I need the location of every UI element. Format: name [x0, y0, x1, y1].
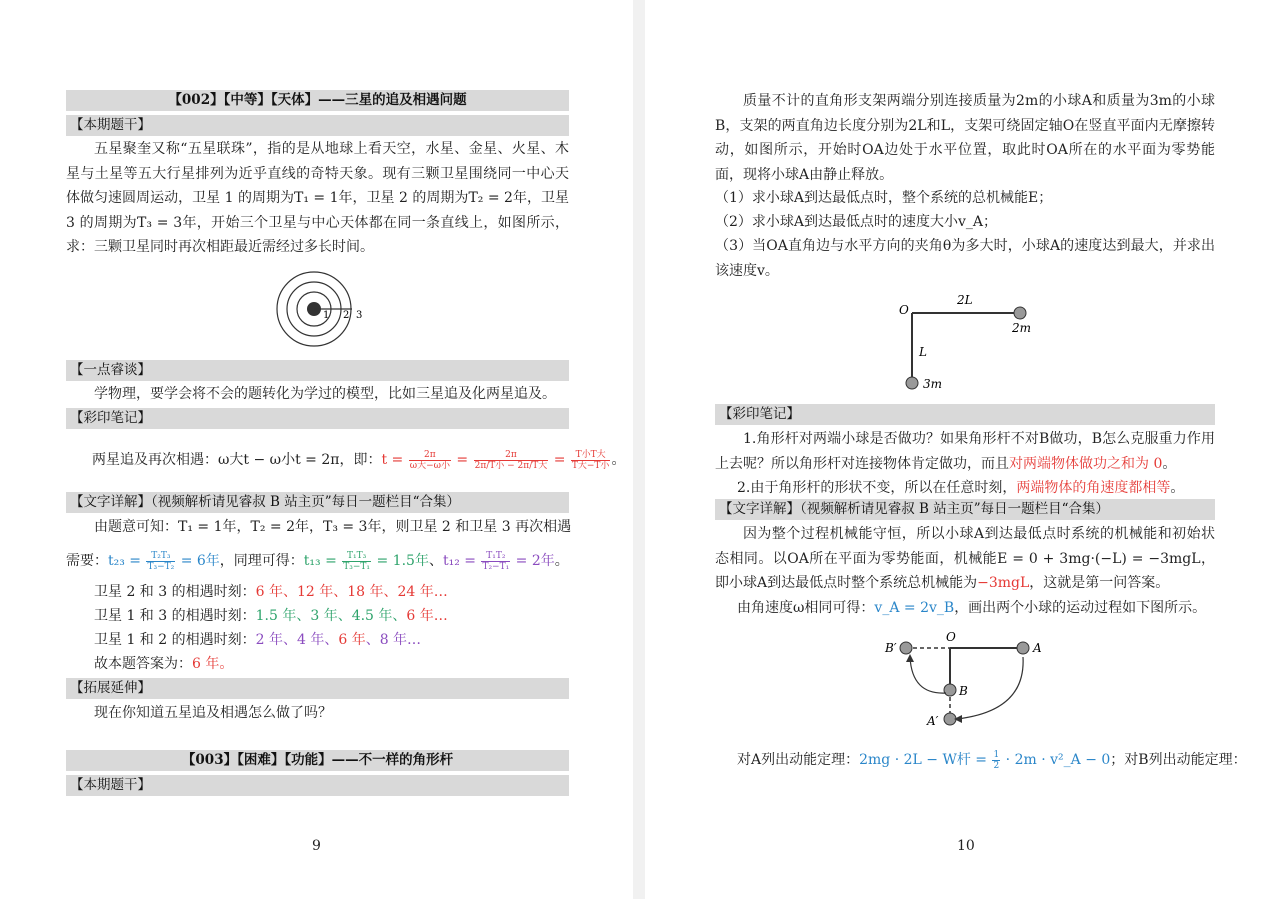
note-formula: t = $\frac{2\pi}{\text{ω大−ω小}}$ = $\frac{2\pi}{\text{2π/T小 − 2π/T大}}$ = $\frac{\text{T小T大}}{\text{T大−T小}}$ [381, 449, 610, 471]
page-left [0, 0, 633, 899]
pivot-label-o: O [899, 303, 909, 317]
mass-label-2m: 2m [1012, 321, 1032, 335]
motion-label-a-prime: A′ [927, 714, 939, 728]
problem-002-title: 【002】【中等】【天体】——三星的追及相遇问题 [66, 90, 569, 111]
detail-paragraph-2: 由角速度ω相同可得：v_A = 2v_B，画出两个小球的运动过程如下图所示。 [737, 600, 1207, 616]
problem-002-stem: 五星聚奎又称“五星联珠”，指的是从地球上看天空，水星、金星、火星、木星与土星等五大行星排列为近乎直线的奇特天象。现有三颗卫星围绕同一中心天体做匀速圆周运动，卫星 1 的周期为T₁ = 1年，卫星 2 的周期为T₂ = 2年，卫星 3 的周期为T₃ = 3年，开始三个卫星与中心天体都在同一条直线上，如图所示，求：三颗卫星同时再次相距最近需经过多长时间。 [66, 141, 569, 255]
answer-line: 故本题答案为：6 年。 [94, 656, 234, 672]
right-detail-header: 【文字详解】（视频解析请见睿叔 B 站主页”每日一题栏目“合集） [715, 499, 1215, 520]
page-number-right: 10 [957, 838, 975, 854]
bracket-diagram [890, 290, 1040, 398]
page-right [645, 0, 1280, 899]
extension-header: 【拓展延伸】 [66, 678, 569, 699]
orbit-diagram [265, 267, 375, 347]
meet-13-line: 卫星 1 和 3 的相遇时刻：1.5 年、3 年、4.5 年、6 年… [94, 608, 448, 624]
page-number-left: 9 [312, 838, 321, 854]
energy-theorem-line: 对A列出动能定理：2mg · 2L − W杆 = $\frac{1}{2}$ · 2m · v²_A − 0；对B列出动能定理： [737, 749, 1247, 771]
note-2: 2.由于角形杆的形状不变，所以在任意时刻，两端物体的角速度都相等。 [737, 480, 1185, 496]
orbit-label-1: 1 [323, 310, 330, 321]
problem-003-stem: 质量不计的直角形支架两端分别连接质量为2m的小球A和质量为3m的小球B，支架的两直角边长度分别为2L和L，支架可绕固定轴O在竖直平面内无摩擦转动，如图所示，开始时OA边处于水平位置，取此时OA所在的水平面为零势能面，现将小球A由静止释放。 [715, 93, 1215, 183]
question-1: （1）求小球A到达最低点时，整个系统的总机械能E； [715, 190, 1053, 206]
detail-line-2: 需要：t₂₃ = $\frac{\text{T₂T₃}}{\text{T₃−T₂}}$ = 6年，同理可得：t₁₃ = $\frac{\text{T₁T₃}}{\text{T₃−T₁}}$ = 1.5年、t₁₂ = $\frac{\text{T₁T₂}}{\text{T₂−T₁}}$ = 2年。 [66, 550, 569, 572]
orbit-label-2: 2 [343, 310, 350, 321]
note-formula-line: 两星追及再次相遇：ω大t − ω小t = 2π，即：t = $\frac{2\pi}{\text{ω大−ω小}}$ = $\frac{2\pi}{\text{2π/T小 − 2π/T大}}$ = $\frac{\text{T小T大}}{\text{T大−T小}}$ 。 [92, 449, 626, 471]
problem-003-stem-header: 【本期题干】 [66, 775, 569, 796]
meet-12-line: 卫星 1 和 2 的相遇时刻：2 年、4 年、6 年、8 年… [94, 632, 422, 648]
question-3: （3）当OA直角边与水平方向的夹角θ为多大时，小球A的速度达到最大，并求出该速度v。 [715, 238, 1215, 279]
insight-header: 【一点睿谈】 [66, 360, 569, 381]
motion-label-a: A [1033, 641, 1042, 655]
note-prefix: 两星追及再次相遇：ω大t − ω小t = 2π，即： [92, 452, 382, 468]
length-label-2l: 2L [957, 293, 973, 307]
note-1: 1.角形杆对两端小球是否做功？如果角形杆不对B做功，B怎么克服重力作用上去呢？所以角形杆对连接物体肯定做功，而且对两端物体做功之和为 0。 [715, 431, 1215, 472]
motion-diagram [870, 625, 1060, 735]
length-label-l: L [919, 345, 927, 359]
problem-003-title: 【003】【困难】【功能】——不一样的角形杆 [66, 750, 569, 771]
motion-label-b: B [959, 684, 968, 698]
insight-text: 学物理，要学会将不会的题转化为学过的模型，比如三星追及化两星追及。 [94, 386, 556, 402]
detail-header: 【文字详解】（视频解析请见睿叔 B 站主页”每日一题栏目“合集） [66, 492, 569, 513]
question-2: （2）求小球A到达最低点时的速度大小v_A； [715, 214, 998, 230]
mass-label-3m: 3m [923, 377, 943, 391]
detail-line-1: 由题意可知：T₁ = 1年，T₂ = 2年，T₃ = 3年，则卫星 2 和卫星 3 再次相遇 [94, 519, 572, 535]
meet-23-line: 卫星 2 和 3 的相遇时刻：6 年、12 年、18 年、24 年… [94, 584, 448, 600]
motion-label-b-prime: B′ [885, 641, 897, 655]
right-notes-header: 【彩印笔记】 [715, 404, 1215, 425]
notes-header: 【彩印笔记】 [66, 408, 569, 429]
stem-header: 【本期题干】 [66, 115, 569, 136]
detail-paragraph-1: 因为整个过程机械能守恒，所以小球A到达最低点时系统的机械能和初始状态相同。以OA所在平面为零势能面，机械能E = 0 + 3mg·(−L) = −3mgL，即小球A到达最低点时整个系统总机械能为−3mgL，这就是第一问答案。 [715, 526, 1215, 591]
motion-pivot-o: O [946, 630, 956, 644]
extension-text: 现在你知道五星追及相遇怎么做了吗？ [94, 705, 332, 721]
orbit-label-3: 3 [356, 310, 363, 321]
